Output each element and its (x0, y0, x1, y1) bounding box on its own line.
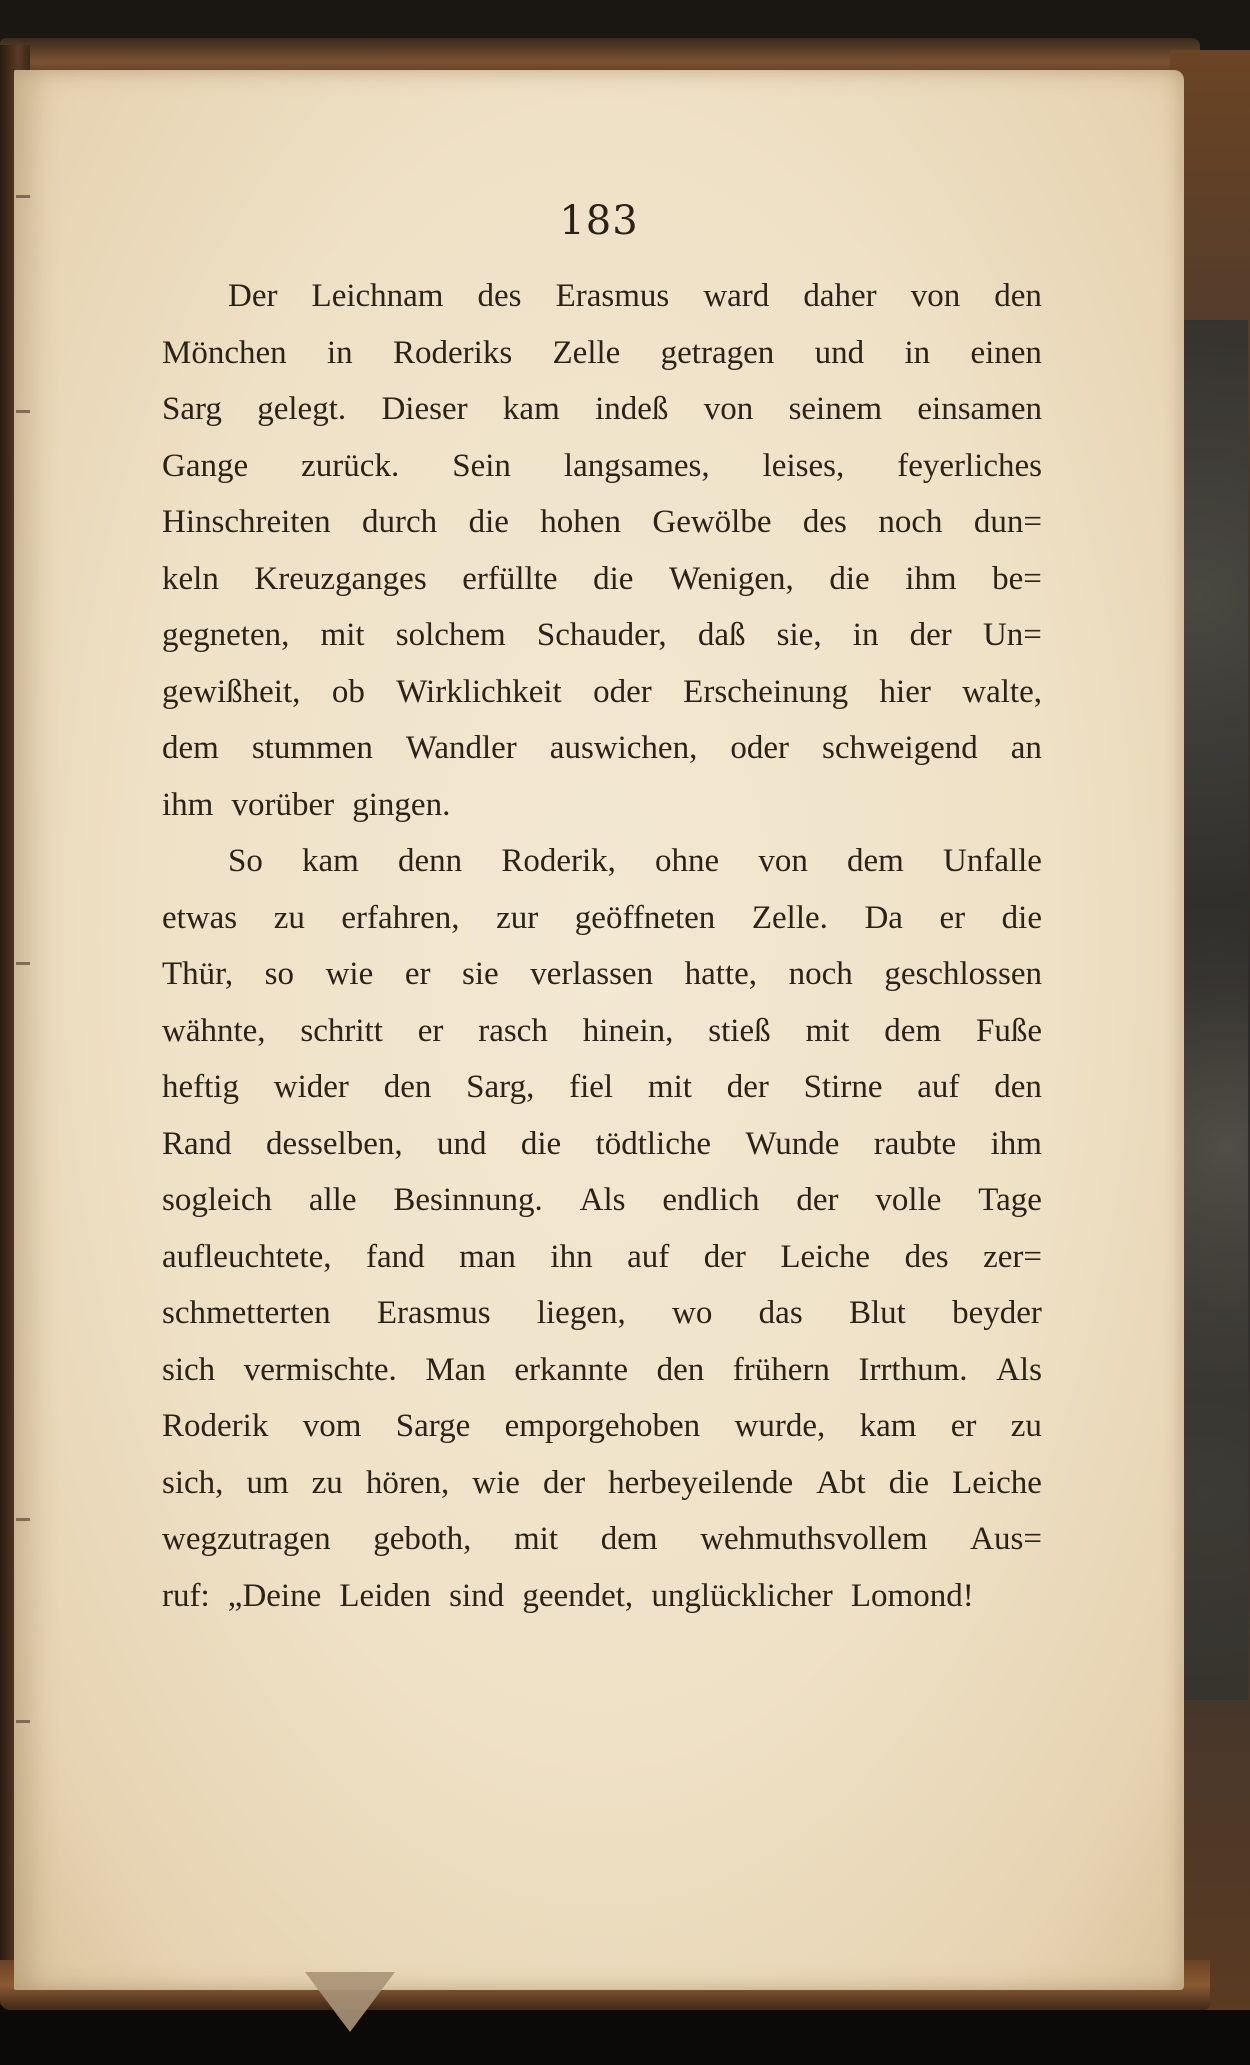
text-line (162, 381, 1042, 438)
text-line (162, 1568, 1042, 1625)
word: ihn (550, 1238, 593, 1275)
text-line (162, 890, 1042, 947)
body-text (162, 268, 1042, 1624)
word: Irrthum. (858, 1351, 968, 1388)
text-line (162, 946, 1042, 1003)
word: ihm (905, 560, 957, 597)
word: stieß (708, 1012, 771, 1049)
word: in (904, 334, 931, 371)
word: schritt (300, 1012, 383, 1049)
gutter-mark (16, 1518, 30, 1521)
text-line (162, 438, 1042, 495)
word: keln (162, 560, 219, 597)
word: er (404, 956, 431, 992)
word: er (417, 1012, 444, 1049)
word: das (758, 1295, 803, 1331)
word: ohne (655, 843, 720, 879)
word: Unfalle (943, 843, 1042, 879)
word: emporgehoben (504, 1408, 701, 1444)
word: Rand (162, 1125, 232, 1162)
word: gewißheit, (162, 673, 301, 710)
word: Als (579, 1182, 626, 1218)
text-line (162, 494, 1042, 551)
word: noch (788, 956, 853, 992)
gutter-mark (16, 1720, 30, 1723)
word: auf (627, 1238, 670, 1275)
word: daß (697, 617, 746, 653)
word: volle (875, 1182, 942, 1218)
word: ihm (162, 786, 214, 823)
word: leises, (762, 447, 845, 484)
word: zurück. (301, 447, 400, 484)
text-line (162, 1398, 1042, 1455)
word: die (520, 1125, 562, 1162)
word: erfahren, (341, 899, 460, 936)
text-line (162, 720, 1042, 777)
word: etwas (162, 899, 238, 936)
word: noch (878, 504, 943, 540)
word: und (436, 1125, 487, 1162)
word: mit (514, 1521, 559, 1557)
word: unglücklicher (651, 1577, 833, 1614)
word: dun= (973, 504, 1042, 540)
word: die (593, 560, 634, 597)
word: Sarge (395, 1408, 471, 1444)
word: denn (398, 843, 463, 879)
word: Sarg (162, 391, 222, 427)
word: der (909, 617, 952, 653)
word: er (950, 1408, 977, 1444)
word: von (758, 843, 808, 879)
word: Man (425, 1351, 486, 1388)
word: Zelle (552, 334, 621, 371)
text-line (162, 325, 1042, 382)
word: dem (847, 843, 904, 879)
word: auf (917, 1069, 960, 1105)
word: Sein (452, 447, 511, 484)
word: man (459, 1238, 516, 1275)
word: endlich (662, 1182, 760, 1218)
word: gegneten, (162, 617, 290, 653)
text-line (162, 833, 1042, 890)
word: hohen (540, 504, 621, 540)
word: von (910, 278, 961, 314)
word: fiel (569, 1069, 614, 1105)
word: Leichnam (311, 278, 444, 314)
gutter-stitching (14, 70, 38, 1990)
word: be= (992, 560, 1042, 597)
word: langsames, (563, 447, 710, 484)
word: des (904, 1238, 949, 1275)
word: Un= (982, 617, 1042, 653)
word: aufleuchtete, (162, 1238, 332, 1275)
word: mit (320, 617, 365, 653)
word: die (829, 560, 870, 597)
word: wie (325, 956, 374, 992)
text-line (162, 1285, 1042, 1342)
word: ob (331, 673, 365, 710)
gutter-mark (16, 410, 30, 413)
text-line (162, 551, 1042, 608)
text-line (162, 607, 1042, 664)
word: walte, (962, 673, 1042, 710)
page-corner-flap (305, 1972, 395, 2032)
word: wegzutragen (162, 1521, 331, 1557)
word: wie (472, 1464, 520, 1501)
word: der (542, 1464, 586, 1501)
word: Fuße (975, 1012, 1042, 1049)
word: Gewölbe (652, 504, 772, 540)
word: frühern (732, 1351, 830, 1388)
word: Roderik, (501, 843, 616, 879)
word: indeß (595, 391, 669, 427)
word: dem (162, 730, 219, 766)
word: Da (864, 899, 903, 936)
word: sie (462, 956, 499, 992)
text-line (162, 777, 1042, 834)
word: des (477, 278, 522, 314)
word: erkannte (514, 1351, 628, 1388)
word: von (703, 391, 754, 427)
text-line (162, 1116, 1042, 1173)
word: ward (703, 278, 770, 314)
word: Leiche (952, 1464, 1042, 1501)
word: sind (449, 1577, 505, 1614)
word: liegen, (536, 1295, 626, 1331)
word: kam (502, 391, 560, 427)
word: Gange (162, 447, 249, 484)
word: sie, (776, 617, 822, 653)
word: zu (273, 899, 305, 936)
text-line (162, 1511, 1042, 1568)
word: durch (362, 504, 438, 540)
word: einsamen (917, 391, 1042, 427)
word: Leiden (339, 1577, 432, 1614)
word: Erscheinung (683, 673, 849, 710)
word: den (383, 1069, 432, 1105)
word: geendet, (522, 1577, 634, 1614)
word: zer= (983, 1238, 1042, 1275)
word: Wirklichkeit (396, 673, 562, 710)
text-line (162, 268, 1042, 325)
text-line (162, 1172, 1042, 1229)
word: den (656, 1351, 705, 1388)
word: er (939, 899, 966, 936)
word: Blut (848, 1295, 906, 1331)
word: der (796, 1182, 839, 1218)
word: vermischte. (243, 1351, 397, 1388)
word: Kreuzganges (254, 560, 427, 597)
word: zu (1010, 1408, 1042, 1444)
word: vorüber (231, 786, 335, 823)
word: geboth, (373, 1521, 472, 1557)
word: fand (365, 1238, 425, 1275)
word: Wandler (405, 730, 517, 766)
word: zu (311, 1464, 343, 1501)
word: Erasmus (376, 1295, 491, 1331)
word: ihm (990, 1125, 1042, 1162)
word: wähnte, (162, 1012, 266, 1049)
word: getragen (660, 334, 775, 371)
word: die (468, 504, 509, 540)
word: Mönchen (162, 334, 287, 371)
text-line (162, 1059, 1042, 1116)
word: stummen (251, 730, 373, 766)
word: die (888, 1464, 930, 1501)
word: Hinschreiten (162, 504, 331, 540)
word: oder (730, 730, 789, 766)
word: Wunde (745, 1125, 840, 1162)
word: Abt (816, 1464, 866, 1501)
word: Tage (978, 1182, 1042, 1218)
word: Zelle. (751, 899, 828, 936)
word: Wenigen, (669, 560, 794, 597)
word: zur (496, 899, 539, 936)
word: vom (302, 1408, 362, 1444)
word: desselben, (266, 1125, 403, 1162)
word: heftig (162, 1069, 239, 1105)
word: sich, (162, 1464, 224, 1501)
word: „Deine (227, 1577, 322, 1614)
word: die (1001, 899, 1042, 936)
word: kam (302, 843, 359, 879)
word: raubte (873, 1125, 957, 1162)
word: hier (879, 673, 931, 710)
word: alle (308, 1182, 357, 1218)
word: auswichen, (549, 730, 698, 766)
word: wehmuthsvollem (700, 1521, 928, 1557)
word: in (326, 334, 353, 371)
word: in (852, 617, 879, 653)
word: um (246, 1464, 289, 1501)
word: Erasmus (555, 278, 670, 314)
word: den (994, 1069, 1042, 1105)
word: rasch (478, 1012, 548, 1049)
text-line (162, 1003, 1042, 1060)
page-number: 183 (559, 198, 639, 244)
word: schmetterten (162, 1295, 331, 1331)
word: sich (162, 1351, 216, 1388)
word: tödtliche (595, 1125, 712, 1162)
word: des (802, 504, 847, 540)
word: dem (884, 1012, 942, 1049)
word: hinein, (582, 1012, 674, 1049)
word: beyder (952, 1295, 1042, 1331)
word: so (264, 956, 294, 992)
word: sogleich (162, 1182, 272, 1218)
text-line (162, 1229, 1042, 1286)
word: geschlossen (884, 956, 1042, 992)
word: einen (970, 334, 1042, 371)
word: hören, (365, 1464, 450, 1501)
word: mit (647, 1069, 692, 1105)
text-line (162, 1455, 1042, 1512)
word: schweigend (821, 730, 978, 766)
word: seinem (788, 391, 883, 427)
text-line (162, 664, 1042, 721)
word: daher (803, 278, 877, 314)
word: Roderik (162, 1408, 269, 1444)
word: mit (805, 1012, 850, 1049)
word: Aus= (970, 1521, 1042, 1557)
word: Dieser (381, 391, 468, 427)
book-page (14, 70, 1184, 1990)
word: kam (859, 1408, 917, 1444)
word: den (994, 278, 1042, 314)
word: und (814, 334, 865, 371)
word: der (726, 1069, 769, 1105)
marbled-cover-texture (1178, 320, 1248, 1700)
word: an (1010, 730, 1042, 766)
word: solchem (395, 617, 506, 653)
word: Leiche (780, 1238, 871, 1275)
word: hatte, (684, 956, 758, 992)
word: wo (672, 1295, 713, 1331)
word: Der (228, 278, 278, 314)
word: So (228, 843, 263, 879)
word: der (703, 1238, 746, 1275)
word: gelegt. (257, 391, 347, 427)
word: Thür, (162, 956, 234, 992)
word: Besinnung. (393, 1182, 543, 1218)
word: ruf: (162, 1577, 210, 1614)
word: Lomond! (850, 1577, 974, 1614)
text-line (162, 1342, 1042, 1399)
word: gingen. (352, 786, 451, 823)
word: geöffneten (574, 899, 716, 936)
word: erfüllte (462, 560, 558, 597)
word: feyerliches (897, 447, 1042, 484)
gutter-mark (16, 962, 30, 965)
word: herbeyeilende (608, 1464, 794, 1501)
word: Sarg, (466, 1069, 535, 1105)
word: wider (273, 1069, 349, 1105)
word: Roderiks (393, 334, 513, 371)
word: dem (600, 1521, 658, 1557)
word: Als (996, 1351, 1042, 1388)
word: wurde, (734, 1408, 826, 1444)
word: oder (593, 673, 652, 710)
word: Schauder, (536, 617, 667, 653)
word: verlassen (530, 956, 654, 992)
word: Stirne (803, 1069, 883, 1105)
